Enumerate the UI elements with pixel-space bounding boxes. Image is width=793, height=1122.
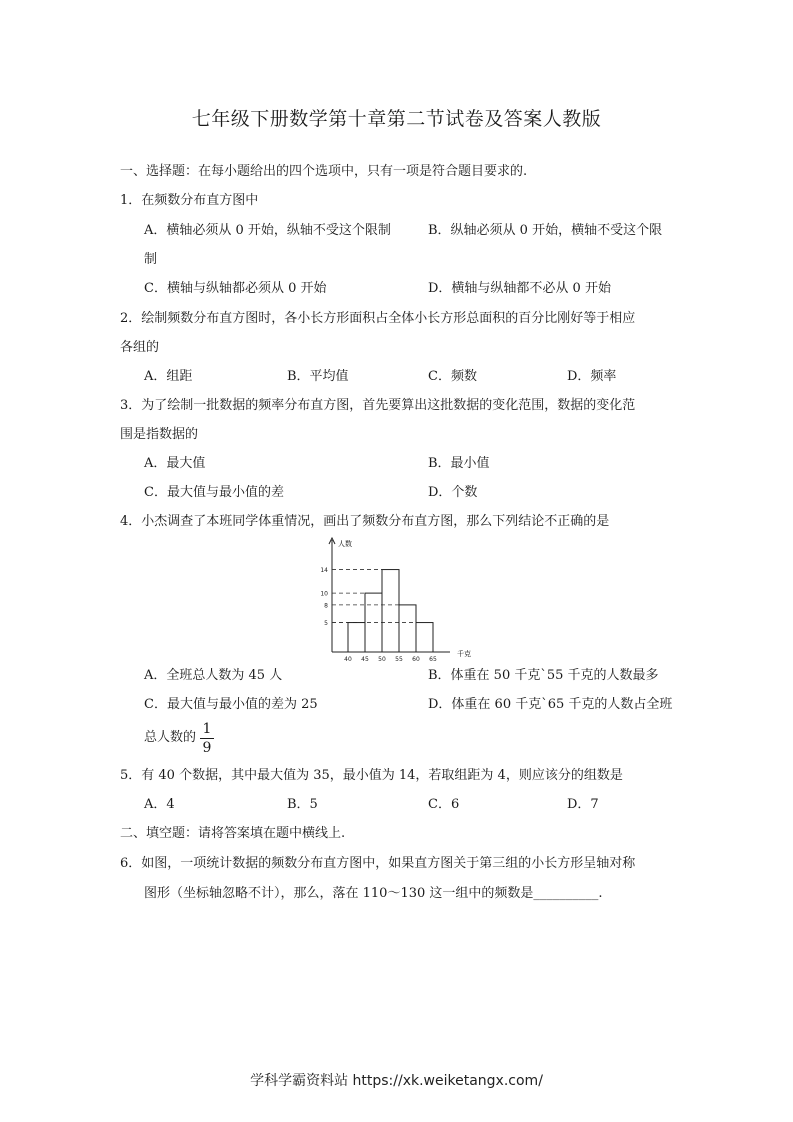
x-tick-label: 45: [361, 656, 369, 663]
q4-option-d-cont: 总人数的: [144, 730, 197, 745]
q1-option-c: C．横轴与纵轴都必须从 0 开始: [144, 281, 327, 296]
x-tick-label: 55: [395, 656, 403, 663]
q5-option-a: A．4: [144, 797, 175, 812]
fraction-numerator: 1: [202, 721, 212, 737]
q1-option-b-cont: 制: [144, 252, 158, 267]
y-tick-label: 10: [320, 590, 328, 598]
q4-stem: 4．小杰调查了本班同学体重情况，画出了频数分布直方图，那么下列结论不正确的是: [120, 514, 610, 529]
fraction-denominator: 9: [202, 740, 212, 756]
q5-option-b: B．5: [287, 797, 318, 812]
q1-option-a: A．横轴必须从 0 开始，纵轴不受这个限制: [144, 223, 391, 238]
y-tick-label: 14: [320, 567, 328, 575]
x-axis-label: 千克: [457, 650, 471, 658]
q1-option-d: D．横轴与纵轴都不必从 0 开始: [428, 281, 611, 296]
histogram-bar: [348, 623, 365, 652]
x-tick-label: 40: [344, 656, 352, 663]
q2-option-b: B．平均值: [287, 369, 349, 384]
q3-option-c: C．最大值与最小值的差: [144, 485, 284, 500]
q3-option-d: D．个数: [428, 485, 478, 500]
fraction-one-ninth: [200, 721, 214, 756]
q4-option-d: D．体重在 60 千克`65 千克的人数占全班: [428, 697, 673, 712]
section-1-heading: 一、选择题：在每小题给出的四个选项中，只有一项是符合题目要求的.: [120, 164, 528, 179]
q2-stem: 2．绘制频数分布直方图时，各小长方形面积占全体小长方形总面积的百分比刚好等于相应: [120, 311, 636, 326]
y-tick-label: 5: [324, 620, 328, 628]
x-tick-label: 60: [412, 656, 420, 663]
q3-option-a: A．最大值: [144, 456, 206, 471]
histogram-bar: [382, 570, 399, 652]
page-title: 七年级下册数学第十章第二节试卷及答案人教版: [191, 108, 602, 130]
x-tick-label: 50: [378, 656, 386, 663]
q5-option-c: C．6: [428, 797, 460, 812]
q3-stem: 3．为了绘制一批数据的频率分布直方图，首先要算出这批数据的变化范围，数据的变化范: [120, 398, 636, 413]
section-2-heading: 二、填空题：请将答案填在题中横线上.: [120, 826, 346, 841]
q5-option-d: D．7: [567, 797, 599, 812]
q2-option-d: D．频率: [567, 369, 617, 384]
q3-stem-cont: 围是指数据的: [120, 427, 199, 442]
q4-option-a: A．全班总人数为 45 人: [144, 668, 283, 683]
y-tick-label: 8: [324, 602, 328, 610]
q2-option-a: A．组距: [144, 369, 193, 384]
histogram-bar: [399, 605, 416, 652]
histogram-bar: [416, 623, 433, 652]
q4-option-b: B．体重在 50 千克`55 千克的人数最多: [428, 668, 659, 683]
q2-stem-cont: 各组的: [120, 340, 160, 355]
y-axis-label: 人数: [338, 540, 352, 548]
weight-histogram: [310, 532, 490, 664]
q3-option-b: B．最小值: [428, 456, 490, 471]
footer-site-link[interactable]: 学科学霸资料站 https://xk.weiketangx.com/: [250, 1073, 543, 1089]
q4-option-c: C．最大值与最小值的差为 25: [144, 697, 318, 712]
q5-stem: 5．有 40 个数据，其中最大值为 35，最小值为 14，若取组距为 4，则应该分的组数是: [120, 768, 623, 783]
q6-stem: 6．如图，一项统计数据的频数分布直方图中，如果直方图关于第三组的小长方形呈轴对称: [120, 856, 636, 871]
x-tick-label: 65: [429, 656, 437, 663]
fraction-bar: [200, 738, 214, 739]
q1-option-b: B．纵轴必须从 0 开始，横轴不受这个限: [428, 223, 663, 238]
q1-stem: 1．在频数分布直方图中: [120, 193, 259, 208]
q6-stem-cont: 图形（坐标轴忽略不计），那么，落在 110～130 这一组中的频数是__________.: [144, 886, 603, 901]
q2-option-c: C．频数: [428, 369, 477, 384]
